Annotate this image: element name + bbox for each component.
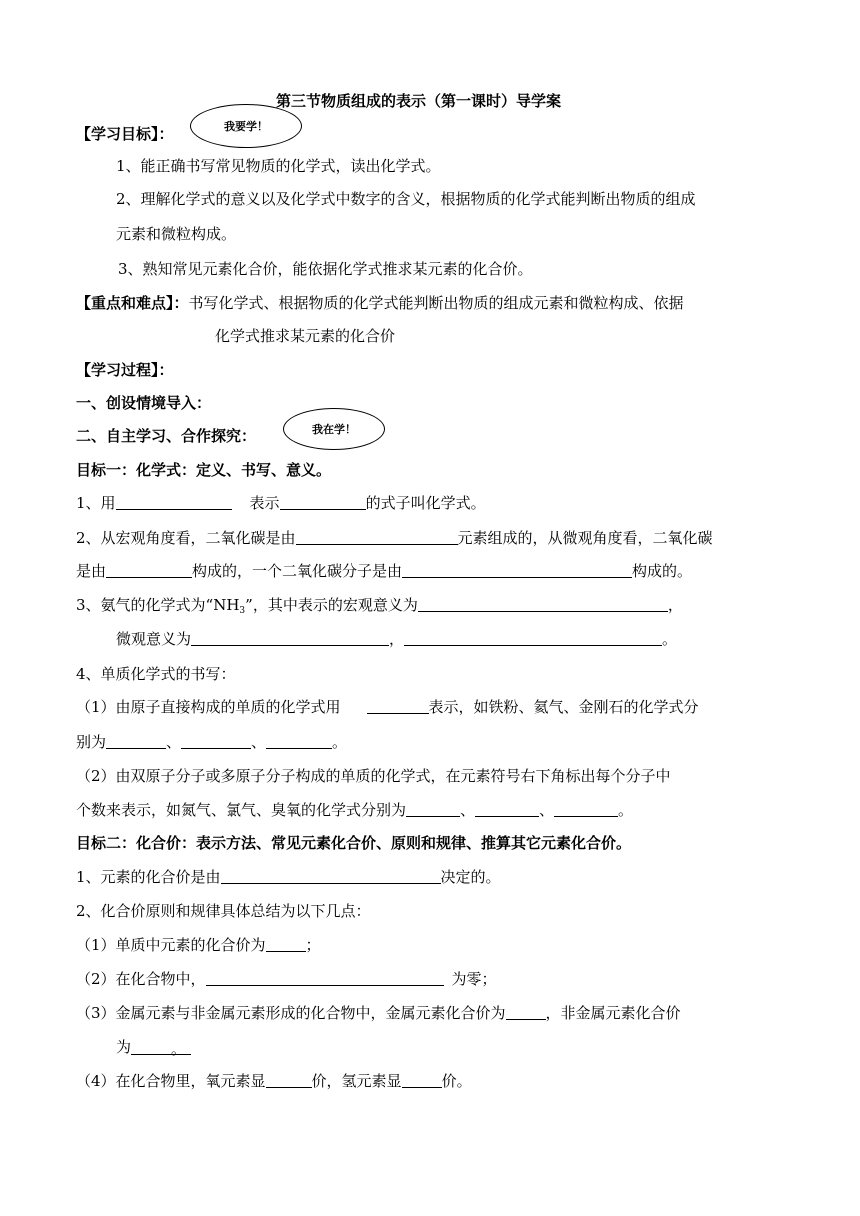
page-title: 第三节物质组成的表示（第一课时）导学案 [276, 92, 562, 110]
blank[interactable] [402, 1071, 442, 1088]
valence-2-3-cont: 为 。 [116, 1036, 191, 1058]
question-3: 3、氨气的化学式为“$NH_3$”，其中表示的宏观意义为 ， [76, 596, 683, 616]
valence-2-3: （3）金属元素与非金属元素形成的化合物中，金属元素化合价为 ，非金属元素化合价 [76, 1004, 681, 1022]
blank[interactable] [191, 629, 389, 646]
blank[interactable] [266, 1071, 312, 1088]
blank[interactable] [402, 561, 632, 578]
blank[interactable] [367, 697, 429, 714]
blank[interactable] [221, 867, 441, 884]
blank[interactable] [554, 800, 618, 817]
blank[interactable] [266, 935, 306, 952]
key-label: 【重点和难点】： [76, 294, 189, 312]
key-points [76, 292, 684, 314]
blank[interactable] [266, 732, 332, 749]
question-4-2: （2）由双原子分子或多原子分子构成的单质的化学式，在元素符号右下角标出每个分子中 [76, 767, 671, 785]
question-2: 2、从宏观角度看，二氧化碳是由 元素组成的，从微观角度看，二氧化碳 [76, 529, 713, 547]
objective-2: 2、理解化学式的意义以及化学式中数字的含义，根据物质的化学式能判断出物质的组成 [116, 190, 696, 208]
key-text: 书写化学式、根据物质的化学式能判断出物质的组成元素和微粒构成、依据 [188, 294, 684, 312]
question-4: 4、单质化学式的书写： [76, 665, 236, 683]
blank[interactable] [506, 1003, 546, 1020]
objective-1: 1、能正确书写常见物质的化学式，读出化学式。 [116, 157, 441, 175]
objective-3: 3、熟知常见元素化合价，能依据化学式推求某元素的化合价。 [118, 260, 533, 278]
bubble-learning: 我在学！ [283, 408, 385, 450]
section-1: 一、创设情境导入： [76, 394, 212, 412]
process-label: 【学习过程】： [76, 361, 174, 379]
blank[interactable] [206, 969, 444, 986]
section-2: 二、自主学习、合作探究： [76, 427, 257, 445]
objectives-label: 【学习目标】： [76, 125, 174, 143]
question-4-1: （1）由原子直接构成的单质的化学式用 表示，如铁粉、氦气、金刚石的化学式分 [76, 698, 699, 716]
blank[interactable] [106, 561, 192, 578]
blank[interactable] [116, 493, 232, 510]
blank[interactable] [106, 732, 166, 749]
blank[interactable] [296, 528, 458, 545]
goal-2: 目标二：化合价：表示方法、常见元素化合价、原则和规律、推算其它元素化合价。 [76, 834, 632, 852]
valence-2: 2、化合价原则和规律具体总结为以下几点： [76, 902, 371, 920]
blank[interactable] [475, 800, 539, 817]
question-4-1-cont: 别为 、 、 。 [76, 733, 348, 751]
question-4-2-cont: 个数来表示，如氮气、氯气、臭氧的化学式分别为 、 、 。 [76, 801, 634, 819]
blank[interactable] [404, 629, 662, 646]
valence-1: 1、元素的化合价是由 决定的。 [76, 868, 501, 886]
blank[interactable] [418, 595, 668, 612]
bubble-want-to-learn: 我要学！ [190, 104, 302, 148]
objective-2-cont: 元素和微粒构成。 [116, 225, 237, 243]
question-1: 1、用 表示 的式子叫化学式。 [76, 494, 486, 512]
valence-2-1: （1）单质中元素的化合价为 ； [76, 936, 321, 954]
blank[interactable] [406, 800, 460, 817]
question-2-cont: 是由 构成的，一个二氧化碳分子是由 构成的。 [76, 562, 693, 580]
blank[interactable] [181, 732, 251, 749]
blank-with-period[interactable]: 。 [131, 1038, 191, 1055]
goal-1: 目标一：化学式：定义、书写、意义。 [76, 461, 332, 479]
question-3-cont: 微观意义为 ， 。 [116, 630, 678, 648]
blank[interactable] [280, 493, 366, 510]
key-text-cont: 化学式推求某元素的化合价 [215, 327, 396, 345]
valence-2-4: （4）在化合物里，氧元素显 价，氢元素显 价。 [76, 1072, 472, 1090]
valence-2-2: （2）在化合物中， 为零； [76, 970, 497, 988]
